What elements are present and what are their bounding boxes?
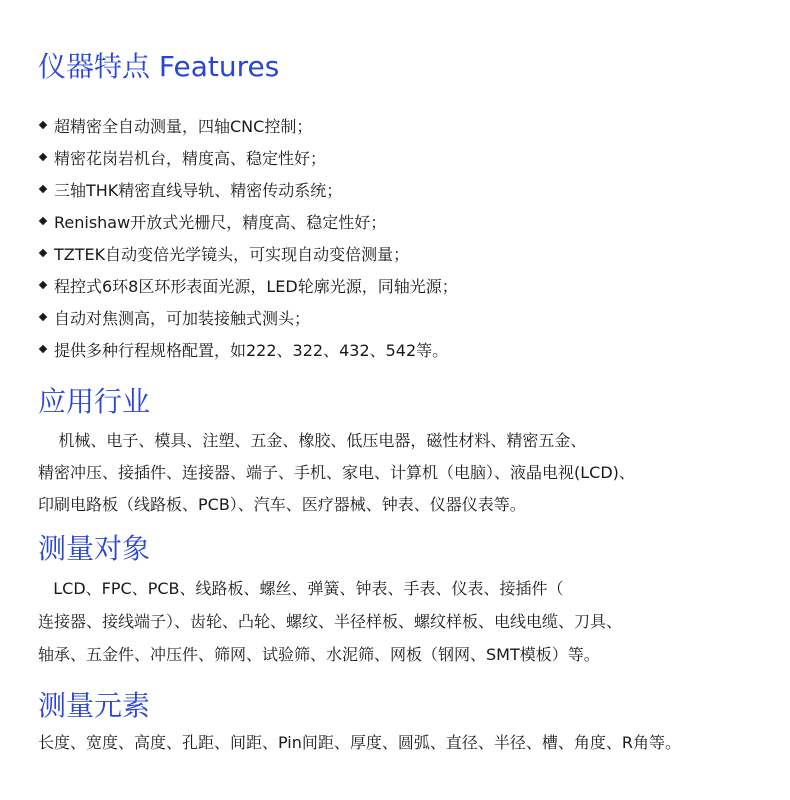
objects-text-line: 连接器、接线端子）、齿轮、凸轮、螺纹、半径样板、螺纹样板、电线电缆、刀具、 [38,612,623,631]
objects-text-line: 轴承、五金件、冲压件、筛网、试验筛、水泥筛、网板（钢网、SMT模板）等。 [38,645,600,664]
diamond-bullet-icon [39,281,47,289]
diamond-bullet-icon [39,249,47,257]
industry-text-line: 精密冲压、接插件、连接器、端子、手机、家电、计算机（电脑）、液晶电视(LCD)、 [38,463,635,482]
feature-item [38,269,458,301]
diamond-bullet-icon [39,153,47,161]
objects-heading: 测量对象 [38,532,151,565]
feature-text: 自动对焦测高，可加装接触式测头； [54,308,311,328]
feature-text: 精密花岗岩机台，精度高、稳定性好； [54,148,327,168]
features-heading: 仪器特点 Features [38,50,280,83]
diamond-bullet-icon [39,345,47,353]
feature-text: 三轴THK精密直线导轨、精密传动系统； [54,180,343,200]
feature-text: TZTEK自动变倍光学镜头，可实现自动变倍测量； [54,244,410,264]
elements-text-line: 长度、宽度、高度、孔距、间距、Pin间距、厚度、圆弧、直径、半径、槽、角度、R角等。 [38,733,682,752]
feature-item [38,109,458,141]
industry-heading: 应用行业 [38,385,151,418]
feature-text: 超精密全自动测量，四轴CNC控制； [54,116,313,136]
feature-item [38,173,458,205]
features-list [38,109,458,365]
feature-text: Renishaw开放式光栅尺，精度高、稳定性好； [54,212,387,232]
diamond-bullet-icon [39,313,47,321]
feature-item [38,205,458,237]
feature-item [38,237,458,269]
feature-item [38,301,458,333]
feature-text: 程控式6环8区环形表面光源，LED轮廓光源，同轴光源； [54,276,458,296]
diamond-bullet-icon [39,217,47,225]
elements-heading: 测量元素 [38,689,151,722]
industry-text-line: 机械、电子、模具、注塑、五金、橡胶、低压电器，磁性材料、精密五金、 [38,431,587,450]
diamond-bullet-icon [39,185,47,193]
feature-text: 提供多种行程规格配置，如222、322、432、542等。 [54,340,449,360]
objects-text-line: LCD、FPC、PCB、线路板、螺丝、弹簧、钟表、手表、仪表、接插件（ [38,579,564,598]
feature-item [38,333,458,365]
industry-text-line: 印刷电路板（线路板、PCB）、汽车、医疗器械、钟表、仪器仪表等。 [38,495,526,514]
feature-item [38,141,458,173]
diamond-bullet-icon [39,121,47,129]
